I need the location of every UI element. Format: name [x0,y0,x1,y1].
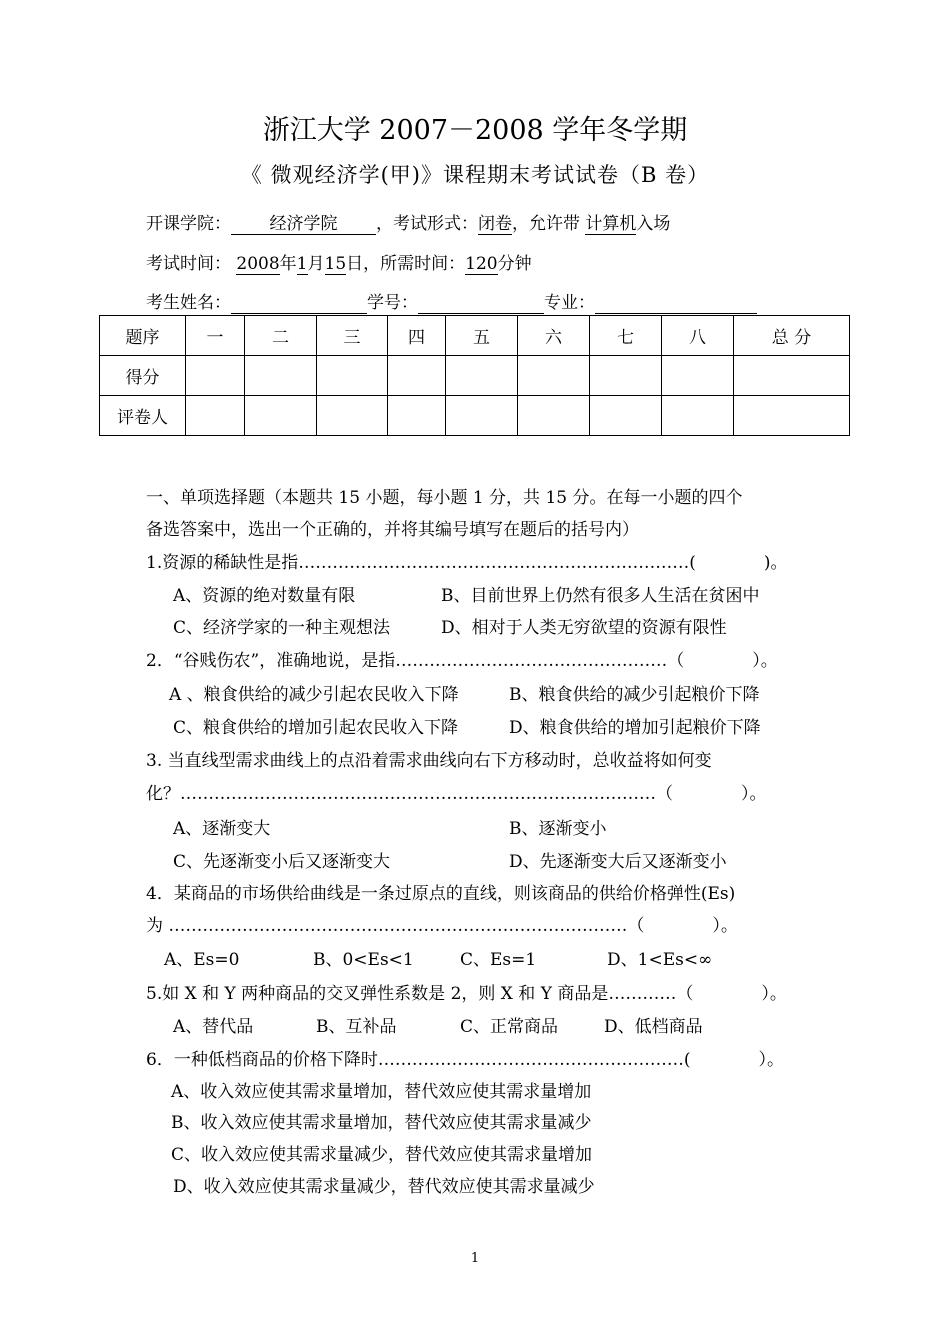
table-header-cell: 四 [388,316,446,356]
q5-option-c: C、正常商品 [460,1017,559,1037]
q3-option-d: D、先逐渐变大后又逐渐变小 [509,852,727,872]
q1-option-d: D、相对于人类无穷欲望的资源有限性 [441,618,727,638]
score-row [100,356,850,396]
score-cell[interactable] [734,356,850,396]
exam-form-label: ，考试形式： [376,214,478,234]
grader-cell[interactable] [662,396,734,436]
grader-cell[interactable] [590,396,662,436]
table-header-cell: 一 [186,316,245,356]
q1-option-a: A、资源的绝对数量有限 [173,586,356,606]
score-table-header-row [100,316,850,356]
row-label: 得分 [100,356,186,396]
score-cell[interactable] [590,356,662,396]
duration-unit: 分钟 [497,254,532,274]
q2-option-b: B、粮食供给的减少引起粮价下降 [509,685,760,705]
name-field[interactable] [231,293,367,314]
q6-option-c: C、收入效应使其需求量减少，替代效应使其需求量增加 [171,1145,593,1165]
q4-option-c: C、Es=1 [460,950,537,970]
year-unit: 年 [279,254,297,274]
exam-form-value: 闭卷 [478,214,512,234]
q3-option-c: C、先逐渐变小后又逐渐变大 [173,852,391,872]
day-unit: 日，所需时间： [346,254,466,274]
score-cell[interactable] [662,356,734,396]
question-1: 1.资源的稀缺性是指……………………………………………………………( )。 [146,553,788,573]
q3-option-a: A、逐渐变大 [173,819,271,839]
question-5: 5.如 X 和 Y 两种商品的交叉弹性系数是 2，则 X 和 Y 商品是…………（ ）。 [146,984,787,1004]
q4-option-d: D、1<Es<∞ [607,950,713,970]
question-3-line1: 3. 当直线型需求曲线上的点沿着需求曲线向右下方移动时，总收益将如何变 [146,751,712,771]
q5-option-a: A、替代品 [173,1017,254,1037]
score-table [99,315,850,436]
score-cell[interactable] [317,356,388,396]
score-cell[interactable] [388,356,446,396]
allow-suffix: 入场 [636,214,671,234]
table-header-cell: 二 [245,316,317,356]
q6-option-a: A、收入效应使其需求量增加，替代效应使其需求量增加 [171,1082,592,1102]
grader-cell[interactable] [317,396,388,436]
name-label: 考生姓名： [146,293,231,313]
grader-cell[interactable] [446,396,518,436]
id-label: 学号： [367,293,418,313]
time-label: 考试时间： [146,254,231,274]
grader-cell[interactable] [186,396,245,436]
page-number: 1 [470,1251,480,1266]
college-value: 经济学院 [231,214,376,235]
allow-label: ，允许带 [512,214,580,234]
student-info-line [146,288,757,314]
exam-title: 浙江大学 2007－2008 学年冬学期 [262,115,688,146]
table-header-cell: 七 [590,316,662,356]
grader-cell[interactable] [518,396,590,436]
exam-time-line [146,249,532,275]
score-cell[interactable] [446,356,518,396]
exam-year: 2008 [236,254,280,274]
q4-option-b: B、0<Es<1 [313,950,414,970]
q2-option-a: A 、粮食供给的减少引起农民收入下降 [169,685,459,705]
q2-option-c: C、粮食供给的增加引起农民收入下降 [173,718,459,738]
month-unit: 月 [307,254,325,274]
table-header-cell: 五 [446,316,518,356]
score-cell[interactable] [186,356,245,396]
table-header-cell: 题序 [100,316,186,356]
row-label: 评卷人 [100,396,186,436]
college-line [146,209,670,235]
table-header-cell: 总 分 [734,316,850,356]
grader-cell[interactable] [734,396,850,436]
question-4-line2: 为 ………………………………………………………………………（ ）。 [146,916,738,936]
q5-option-d: D、低档商品 [604,1017,703,1037]
q3-option-b: B、逐渐变小 [509,819,607,839]
question-6: 6．一种低档商品的价格下降时………………………………………………( ）。 [146,1050,784,1070]
table-header-cell: 三 [317,316,388,356]
major-label: 专业： [544,293,595,313]
course-subtitle: 《 微观经济学(甲)》课程期末考试试卷（B 卷） [240,163,710,187]
q6-option-b: B、收入效应使其需求量增加，替代效应使其需求量减少 [171,1113,592,1133]
student-id-field[interactable] [418,293,544,314]
question-4-line1: 4．某商品的市场供给曲线是一条过原点的直线，则该商品的供给价格弹性(Es) [146,884,736,904]
grader-cell[interactable] [388,396,446,436]
q4-option-a: A、Es=0 [164,950,240,970]
exam-duration: 120 [465,254,498,274]
table-header-cell: 六 [518,316,590,356]
section-heading-line1: 一、单项选择题（本题共 15 小题，每小题 1 分，共 15 分。在每一小题的四个 [146,488,743,508]
section-heading-line2: 备选答案中，选出一个正确的，并将其编号填写在题后的括号内） [146,520,639,540]
score-cell[interactable] [245,356,317,396]
q6-option-d: D、收入效应使其需求量减少，替代效应使其需求量减少 [173,1177,595,1197]
exam-day: 15 [324,254,347,274]
allow-value: 计算机 [585,214,637,234]
grader-cell[interactable] [245,396,317,436]
score-cell[interactable] [518,356,590,396]
question-2: 2．“谷贱伤农”，准确地说，是指…………………………………………（ ）。 [146,651,778,671]
question-3-line2: 化？…………………………………………………………………………（ ）。 [146,784,767,804]
major-field[interactable] [595,293,757,314]
college-label: 开课学院： [146,214,231,234]
q2-option-d: D、粮食供给的增加引起粮价下降 [509,718,761,738]
grader-row [100,396,850,436]
q1-option-c: C、经济学家的一种主观想法 [173,618,391,638]
q1-option-b: B、目前世界上仍然有很多人生活在贫困中 [441,586,760,606]
q5-option-b: B、互补品 [316,1017,397,1037]
exam-month: 1 [296,254,308,274]
table-header-cell: 八 [662,316,734,356]
